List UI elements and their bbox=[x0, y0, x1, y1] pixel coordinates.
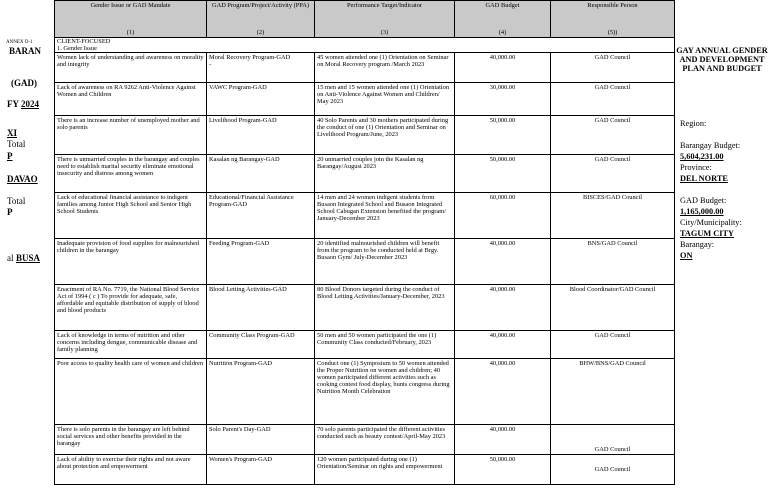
cell-person: GAD Council bbox=[551, 116, 675, 155]
cell-person: GAD Council bbox=[551, 331, 675, 359]
cell-target: 14 men and 24 women indigent students from Busaon Integrated School and Busaon Integrated School Cabugan Extension benefited the program/ January-December 2023 bbox=[315, 193, 455, 239]
city-label: City/Municipality: bbox=[680, 218, 742, 227]
left-fragment-fy: FY bbox=[7, 99, 19, 109]
cell-issue: There is unmarried couples in the barangay and couples need to establish marital security eliminate emotional insecurity and distress among women bbox=[55, 155, 207, 193]
cell-ppa: Women's Program-GAD bbox=[207, 455, 315, 485]
barangay-label: Barangay: bbox=[680, 240, 715, 249]
cell-target: Conduct one (1) Symposium to 50 women attended the Proper Nutrition on women and children; 40 women participated different activities such as cooking contest food display, bunts congress during Nutrition Month Celebration bbox=[315, 359, 455, 425]
cell-target: 80 Blood Donors targeted during the conduct of Blood Letting Activities/January-December, 2023 bbox=[315, 285, 455, 331]
cell-person: GAD Council bbox=[551, 155, 675, 193]
cell-ppa: Moral Recovery Program-GAD - bbox=[207, 53, 315, 83]
header-gender-issue: Gender Issue or GAD Mandate (1) bbox=[55, 1, 207, 38]
cell-budget: 50,000.00 bbox=[455, 116, 551, 155]
cell-person: GAD Council bbox=[551, 455, 675, 485]
cell-target: 15 men and 15 women attended one (1) Orientation on Anti-Violence Against Women and Children/ May 2023 bbox=[315, 83, 455, 116]
cell-target: 50 men and 50 women participated the one (1) Community Class conducted/February, 2023 bbox=[315, 331, 455, 359]
cell-budget: 40,000.00 bbox=[455, 425, 551, 455]
cell-target: 120 women participated during one (1) Orientation/Seminar on rights and empowerment bbox=[315, 455, 455, 485]
gad-plan-table bbox=[54, 0, 675, 485]
cell-issue: Women lack of understanding and awareness on morality and integrity bbox=[55, 53, 207, 83]
barangay-budget-label: Barangay Budget: bbox=[680, 141, 741, 150]
cell-ppa: Kasalan ng Barangay-GAD bbox=[207, 155, 315, 193]
cell-issue: Enactment of RA No. 7719, the National Blood Service Act of 1994 ( c ) To provide for adequate, safe, affordable and equitable distribution of supply of blood and blood products bbox=[55, 285, 207, 331]
city-value: TAGUM CITY bbox=[680, 229, 735, 238]
table-row bbox=[55, 425, 675, 455]
cell-target: 20 identified malnourished children will benefit from the program to be conducted held at Brgy. Busaon Gym/ July-December 2023 bbox=[315, 239, 455, 285]
cell-budget: 50,000.00 bbox=[455, 155, 551, 193]
cell-ppa: VAWC Program-GAD bbox=[207, 83, 315, 116]
cell-person: GAD Council bbox=[551, 83, 675, 116]
cell-ppa: Nutrition Program-GAD bbox=[207, 359, 315, 425]
table-row bbox=[55, 83, 675, 116]
section-row bbox=[55, 38, 675, 46]
cell-budget: 40,000.00 bbox=[455, 53, 551, 83]
cell-budget: 30,000.00 bbox=[455, 83, 551, 116]
cell-ppa: Blood Letting Activities-GAD bbox=[207, 285, 315, 331]
cell-target: 45 women attended one (1) Orientation on Seminar on Moral Recovery program /March 2023 bbox=[315, 53, 455, 83]
cell-ppa: Livelihood Program-GAD bbox=[207, 116, 315, 155]
table-row bbox=[55, 285, 675, 331]
cell-target: 40 Solo Parents and 30 mothers participated during the conduct of one (1) Orientation and Seminar on Livelihood Program/June, 2023 bbox=[315, 116, 455, 155]
left-fragment-davao: DAVAO bbox=[7, 174, 38, 184]
subsection-title: 1. Gender Issue bbox=[55, 45, 675, 53]
province-label: Province: bbox=[680, 163, 712, 172]
header-performance-target: Performance Target/Indicator (3) bbox=[315, 1, 455, 38]
cell-issue: Poor access to quality health care of women and children bbox=[55, 359, 207, 425]
header-gad-budget: GAD Budget (4) bbox=[455, 1, 551, 38]
table-row bbox=[55, 155, 675, 193]
cell-ppa: Solo Parent's Day-GAD bbox=[207, 425, 315, 455]
table-row bbox=[55, 455, 675, 485]
table-row bbox=[55, 53, 675, 83]
annex-label: ANNEX D-1 bbox=[6, 40, 33, 45]
left-fragment-total-2: Total bbox=[7, 196, 26, 206]
right-info-column bbox=[676, 0, 768, 503]
cell-issue: There is an increase number of unemployed mother and solo parents bbox=[55, 116, 207, 155]
left-fragment-gad: (GAD) bbox=[11, 78, 37, 88]
subsection-row bbox=[55, 45, 675, 53]
left-fragment-p-2: P bbox=[7, 207, 13, 217]
table-row bbox=[55, 331, 675, 359]
cell-person: BHW/BNS/GAD Council bbox=[551, 359, 675, 425]
cell-issue: Inadequate provision of food supplies for malnourished children in the barangay bbox=[55, 239, 207, 285]
gad-budget-value: 1,165,000.00 bbox=[680, 207, 724, 216]
gad-budget-label: GAD Budget: bbox=[680, 196, 727, 205]
cell-person: BISCES/GAD Council bbox=[551, 193, 675, 239]
cell-person: GAD Council bbox=[551, 425, 675, 455]
left-fragment-year: 2024 bbox=[21, 99, 39, 109]
barangay-budget-value: 5,604,231.00 bbox=[680, 152, 724, 161]
section-title: CLIENT-FOCUSED bbox=[55, 38, 675, 46]
cell-person: BNS/GAD Council bbox=[551, 239, 675, 285]
cell-ppa: Community Class Program-GAD bbox=[207, 331, 315, 359]
cell-ppa: Educational/Financial Assistance Program-GAD bbox=[207, 193, 315, 239]
cell-issue: There is solo parents in the barangay are left behind social services and other benefits provided in the barangay bbox=[55, 425, 207, 455]
table-row bbox=[55, 193, 675, 239]
left-fragment-column bbox=[0, 0, 54, 503]
province-value: DEL NORTE bbox=[680, 174, 728, 183]
table-row bbox=[55, 359, 675, 425]
cell-issue: Lack of knowledge in terms of nutrition and other concerns including dengue, communicable disease and family planning bbox=[55, 331, 207, 359]
left-fragment-busa: BUSA bbox=[16, 253, 41, 263]
left-fragment-p: P bbox=[7, 151, 13, 161]
header-gad-ppa: GAD Program/Project/Activity (PPA) (2) bbox=[207, 1, 315, 38]
cell-budget: 40,000.00 bbox=[455, 285, 551, 331]
region-label: Region: bbox=[680, 119, 707, 128]
left-fragment-region: XI bbox=[7, 128, 18, 138]
cell-budget: 40,000.00 bbox=[455, 331, 551, 359]
left-fragment-total: Total bbox=[7, 139, 26, 149]
table-row bbox=[55, 116, 675, 155]
cell-person: Blood Coordinator/GAD Council bbox=[551, 285, 675, 331]
plan-title: GAY ANNUAL GENDER AND DEVELOPMENT PLAN AND BUDGET bbox=[676, 46, 768, 74]
cell-issue: Lack of ability to exercise their rights and not aware about protection and empowerment bbox=[55, 455, 207, 485]
cell-budget: 40,000.00 bbox=[455, 239, 551, 285]
table-row bbox=[55, 239, 675, 285]
left-fragment-al: al bbox=[7, 253, 14, 263]
cell-ppa: Feeding Program-GAD bbox=[207, 239, 315, 285]
cell-target: 20 unmarried couples join the Kasalan ng Barangay/August 2023 bbox=[315, 155, 455, 193]
cell-budget: 40,000.00 bbox=[455, 359, 551, 425]
cell-issue: Lack of educational financial assistance to indigent families among Junior High School and Senior High School Students bbox=[55, 193, 207, 239]
cell-person: GAD Council bbox=[551, 53, 675, 83]
table-header-row bbox=[55, 1, 675, 38]
cell-budget: 60,000.00 bbox=[455, 193, 551, 239]
cell-budget: 50,000.00 bbox=[455, 455, 551, 485]
barangay-value: ON bbox=[680, 251, 693, 260]
header-responsible-person: Responsible Person (5)) bbox=[551, 1, 675, 38]
cell-issue: Lack of awareness on RA 9262 Anti-Violence Against Women and Children bbox=[55, 83, 207, 116]
left-fragment-baran: BARAN bbox=[9, 46, 42, 56]
cell-target: 70 solo parents participated the different activities conducted such as beauty contest/April-May 2023 bbox=[315, 425, 455, 455]
